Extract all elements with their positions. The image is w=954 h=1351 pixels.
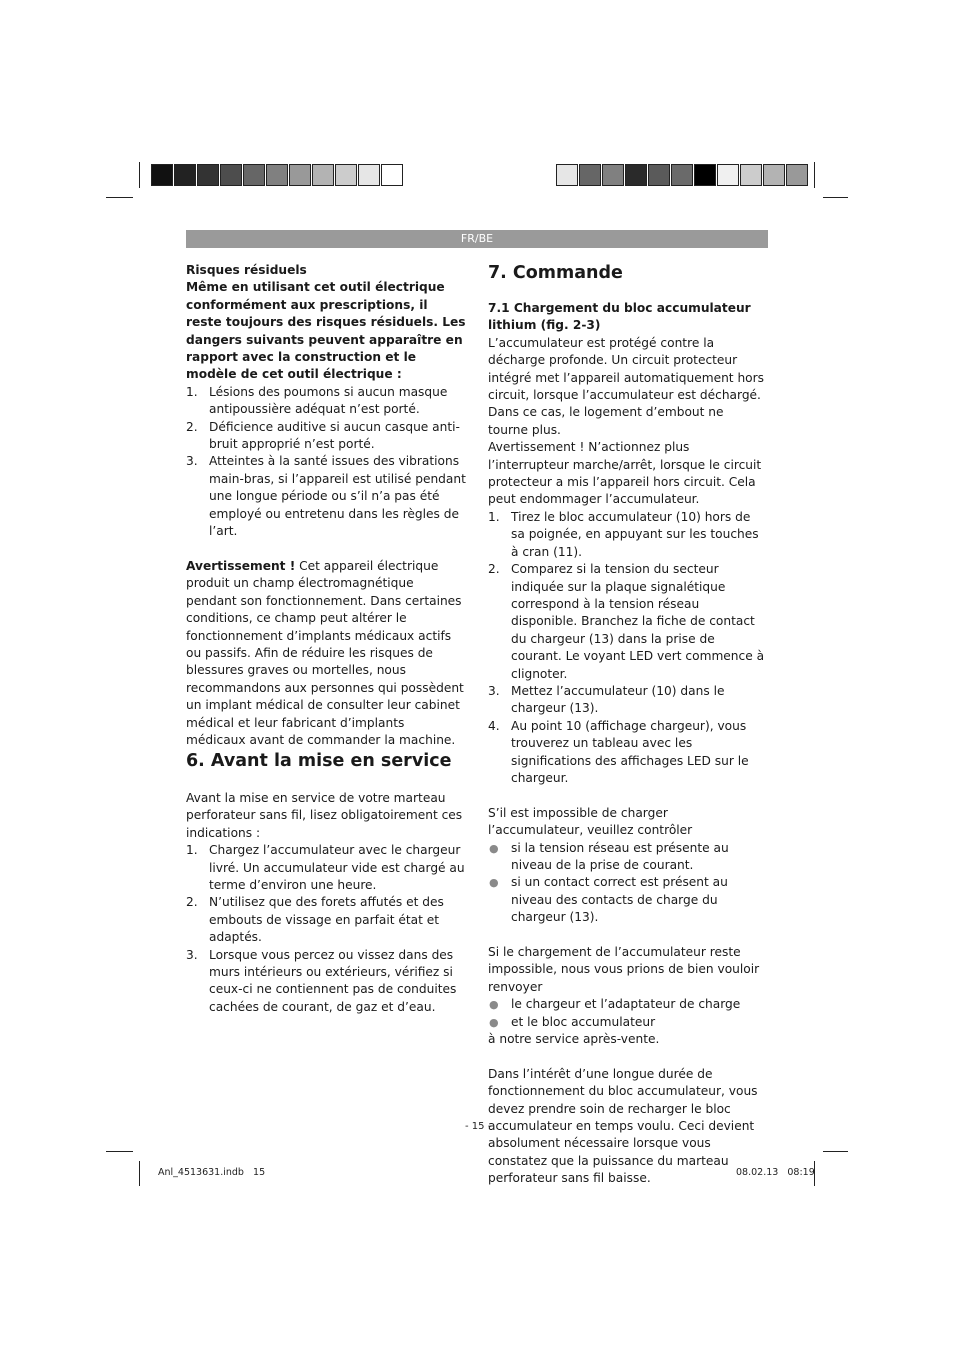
crop-mark [106,1151,133,1152]
color-bar-right [556,164,809,188]
color-swatch [717,164,739,186]
risks-title: Risques résiduels [186,263,307,277]
risks-list [186,384,466,541]
color-swatch [220,164,242,186]
color-swatch [312,164,334,186]
color-swatch [197,164,219,186]
return-list [488,996,766,1031]
color-swatch [381,164,403,186]
list-item: 2. N’utilisez que des forets affutés et des embouts de vissage en parfait état et adaptés. [186,895,444,945]
list-item: 3. Lorsque vous percez ou vissez dans des murs intérieurs ou extérieurs, vérifiez si ceux-ci ne contiennent pas de conduites cachées de courant, de gaz et d’eau. [186,947,457,1014]
subsection-7-1-title: 7.1 Chargement du bloc accumulateur lithium (fig. 2-3) [488,301,751,333]
right-column [488,262,766,1188]
paragraph: L’accumulateur est protégé contre la décharge profonde. Un circuit protecteur intégré met l’appareil automatiquement hors circuit, lorsque l’accumulateur est déchargé. Dans ce cas, le logement d’embout ne tourne plus. [488,335,764,437]
list-item: 4. Au point 10 (affichage chargeur), vous trouverez un tableau avec les significations des affichages LED sur le chargeur. [488,718,749,785]
file-name: Anl_4513631.indb 15 [158,1167,266,1178]
color-swatch [266,164,288,186]
list-item: 2. Comparez si la tension du secteur indiquée sur la plaque signalétique correspond à la tension réseau disponible. Branchez la fiche de contact du chargeur (13) dans la prise de courant. Le voyant LED vert commence à clignoter. [488,562,765,681]
color-swatch [335,164,357,186]
color-swatch [174,164,196,186]
list-item: 3. Mettez l’accumulateur (10) dans le chargeur (13). [488,683,725,716]
color-swatch [763,164,785,186]
color-swatch [289,164,311,186]
color-swatch [625,164,647,186]
list-item: ● et le bloc accumulateur [488,1014,766,1031]
charging-steps [488,509,766,788]
color-swatch [740,164,762,186]
color-swatch [786,164,808,186]
color-swatch [671,164,693,186]
section-6-list [186,842,466,1016]
section-7-title: 7. Commande [488,263,623,283]
color-bar-left [151,164,404,188]
list-item: 1. Tirez le bloc accumulateur (10) hors de sa poignée, en appuyant sur les touches à cran (11). [488,509,759,559]
crop-mark [139,1161,140,1186]
warning-paragraph: Avertissement ! Cet appareil électrique produit un champ électromagnétique pendant son fonctionnement. Dans certaines conditions, ce champ peut altérer le fonctionnement d’implants médicaux actifs ou passifs. Afin de réduire les risques de blessures graves ou mortelles, nous recommandons aux personnes qui possèdent un implant médical de consulter leur cabinet médical et leur fabricant d’implants médicaux avant de commander la machine. [186,558,464,747]
crop-mark [814,162,815,188]
color-swatch [556,164,578,186]
color-swatch [579,164,601,186]
list-item: ● le chargeur et l’adaptateur de charge [488,996,766,1013]
paragraph: à notre service après-vente. [488,1032,660,1047]
color-swatch [694,164,716,186]
section-6-title: 6. Avant la mise en service [186,751,452,771]
crop-mark [106,197,133,198]
list-item: ● si un contact correct est présent au niveau des contacts de charge du chargeur (13). [489,875,728,925]
page-number: - 15 - [465,1121,492,1132]
paragraph: Si le chargement de l’accumulateur reste impossible, nous vous prions de bien vouloir renvoyer [488,945,760,994]
bullet-icon: ● [489,1015,499,1029]
list-item: 1. Lésions des poumons si aucun masque antipoussière adéquat n’est porté. [186,384,448,417]
color-swatch [151,164,173,186]
bullet-icon: ● [489,998,499,1012]
paragraph: Avertissement ! N’actionnez plus l’interrupteur marche/arrêt, lorsque le circuit protecteur a mis l’appareil hors circuit. Cela peut endommager l’accumulateur. [488,440,762,507]
paragraph: Dans l’intérêt d’une longue durée de fonctionnement du bloc accumulateur, vous devez prendre soin de recharger le bloc accumulateur en temps voulu. Ceci devient absolument nécessaire lorsque vous constatez que la puissance du marteau perforateur sans fil baisse. [488,1066,758,1186]
check-list [488,840,766,927]
paragraph: S’il est impossible de charger l’accumulateur, veuillez contrôler [488,805,693,838]
crop-mark [823,197,848,198]
bullet-icon: ● [489,876,499,890]
color-swatch [243,164,265,186]
language-bar: FR/BE [186,230,768,248]
color-swatch [358,164,380,186]
timestamp: 08.02.13 08:19 [736,1167,815,1178]
section-6-intro: Avant la mise en service de votre marteau perforateur sans fil, lisez obligatoirement ces indications : [186,791,463,840]
list-item: 1. Chargez l’accumulateur avec le chargeur livré. Un accumulateur vide est chargé au terme d’environ une heure. [186,843,465,893]
crop-mark [139,162,140,188]
color-swatch [648,164,670,186]
color-swatch [602,164,624,186]
list-item: 3. Atteintes à la santé issues des vibrations main-bras, si l’appareil est utilisé pendant une longue période ou s’il n’a pas été employé ou entretenu dans les règles de l’art. [186,454,466,539]
crop-mark [823,1151,848,1152]
list-item: 2. Déficience auditive si aucun casque anti-bruit approprié n’est porté. [186,419,460,452]
section-6 [186,750,466,1016]
list-item: ● si la tension réseau est présente au niveau de la prise de courant. [489,840,729,872]
left-column [186,262,466,749]
bullet-icon: ● [489,841,499,855]
risks-intro: Même en utilisant cet outil électrique conformément aux prescriptions, il reste toujours des risques résiduels. Les dangers suivants peuvent apparaître en rapport avec la construction et le modèle de cet outil électrique : [186,280,466,382]
